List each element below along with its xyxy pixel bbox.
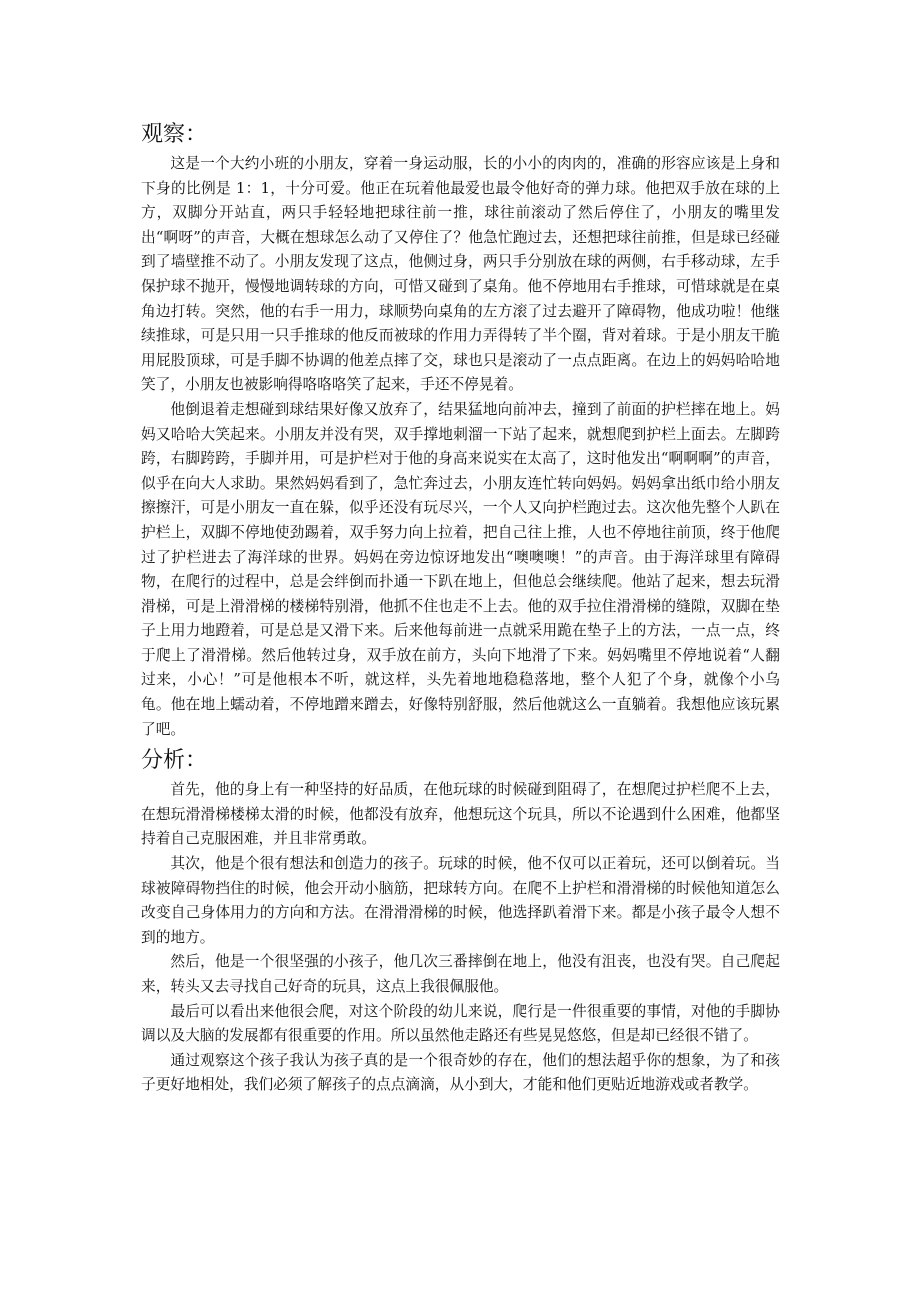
analysis-paragraph-3: 然后，他是一个很坚强的小孩子，他几次三番摔倒在地上，他没有沮丧，也没有哭。自己爬起来，转头又去寻找自己好奇的玩具，这点上我很佩服他。 [141,953,780,995]
section-heading-observation: 观察： [141,122,208,147]
analysis-paragraph-5: 通过观察这个孩子我认为孩子真的是一个很奇妙的存在，他们的想法超乎你的想象，为了和孩子更好地相处，我们必须了解孩子的点点滴滴，从小到大，才能和他们更贴近地游戏或者教学。 [141,1051,780,1094]
section-analysis [141,744,780,1098]
analysis-paragraph-1: 首先，他的身上有一种坚持的好品质，在他玩球的时候碰到阻碍了，在想爬过护栏爬不上去，在想玩滑滑梯楼梯太滑的时候，他都没有放弃，他想玩这个玩具，所以不论遇到什么困难，他都坚持着自己克服困难，并且非常勇敢。 [141,781,780,848]
observation-paragraph-2: 他倒退着走想碰到球结果好像又放弃了，结果猛地向前冲去，撞到了前面的护栏摔在地上。妈妈又哈哈大笑起来。小朋友并没有哭，双手撑地刺溜一下站了起来，就想爬到护栏上面去。左脚跨跨，右脚跨跨，手脚并用，可是护栏对于他的身高来说实在太高了，这时他发出“啊啊啊”的声音，似乎在向大人求助。果然妈妈看到了，急忙奔过去，小朋友连忙转向妈妈。妈妈拿出纸巾给小朋友擦擦汗，可是小朋友一直在躲，似乎还没有玩尽兴，一个人又向护栏跑过去。这次他先整个人趴在护栏上，双脚不停地使劲踢着，双手努力向上拉着，把自己往上推，人也不停地往前顶，终于他爬过了护栏进去了海洋球的世界。妈妈在旁边惊讶地发出“噢噢噢！”的声音。由于海洋球里有障碍物，在爬行的过程中，总是会绊倒而扑通一下趴在地上，但他总会继续爬。他站了起来，想去玩滑滑梯，可是上滑滑梯的楼梯特别滑，他抓不住也走不上去。他的双手拉住滑滑梯的缝隙，双脚在垫子上用力地蹬着，可是总是又滑下来。后来他每前进一点就采用跪在垫子上的方法，一点一点，终于爬上了滑滑梯。然后他转过身，双手放在前方，头向下地滑了下来。妈妈嘴里不停地说着“人翻过来，小心！”可是他根本不听，就这样，头先着地地稳稳落地，整个人犯了个身，就像个小乌龟。他在地上蠕动着，不停地蹭来蹭去，好像特别舒服，然后他就这么一直躺着。我想他应该玩累了吧。 [141,400,780,738]
observation-paragraph-1: 这是一个大约小班的小朋友，穿着一身运动服，长的小小的肉肉的，准确的形容应该是上身和下身的比例是 1：1，十分可爱。他正在玩着他最爱也最令他好奇的弹力球。他把双手放在球的上方，双脚分开站直，两只手轻轻地把球往前一推，球往前滚动了然后停住了，小朋友的嘴里发出“啊呀”的声音，大概在想球怎么动了又停住了？他急忙跑过去，还想把球往前推，但是球已经碰到了墙壁推不动了。小朋友发现了这点，他侧过身，两只手分别放在球的两侧，右手移动球，左手保护球不抛开，慢慢地调转球的方向，可惜又碰到了桌角。他不停地用右手推球，可惜球就是在桌角边打转。突然，他的右手一用力，球顺势向桌角的左方滚了过去避开了障碍物，他成功啦！他继续推球，可是只用一只手推球的他反而被球的作用力弄得转了半个圈，背对着球。于是小朋友干脆用屁股顶球，可是手脚不协调的他差点摔了交，球也只是滚动了一点点距离。在边上的妈妈哈哈地笑了，小朋友也被影响得咯咯咯笑了起来，手还不停晃着。 [141,155,780,394]
document-page [141,118,780,1098]
section-heading-analysis: 分析： [141,748,208,774]
analysis-paragraph-2: 其次，他是个很有想法和创造力的孩子。玩球的时候，他不仅可以正着玩，还可以倒着玩。当球被障碍物挡住的时候，他会开动小脑筋，把球转方向。在爬不上护栏和滑滑梯的时候他知道怎么改变自己身体用力的方向和方法。在滑滑滑梯的时候，他选择趴着滑下来。都是小孩子最令人想不到的地方。 [141,855,780,946]
analysis-paragraph-4: 最后可以看出来他很会爬，对这个阶段的幼儿来说，爬行是一件很重要的事情，对他的手脚协调以及大脑的发展都有很重要的作用。所以虽然他走路还有些晃晃悠悠，但是却已经很不错了。 [141,1002,780,1045]
section-observation [141,118,780,742]
